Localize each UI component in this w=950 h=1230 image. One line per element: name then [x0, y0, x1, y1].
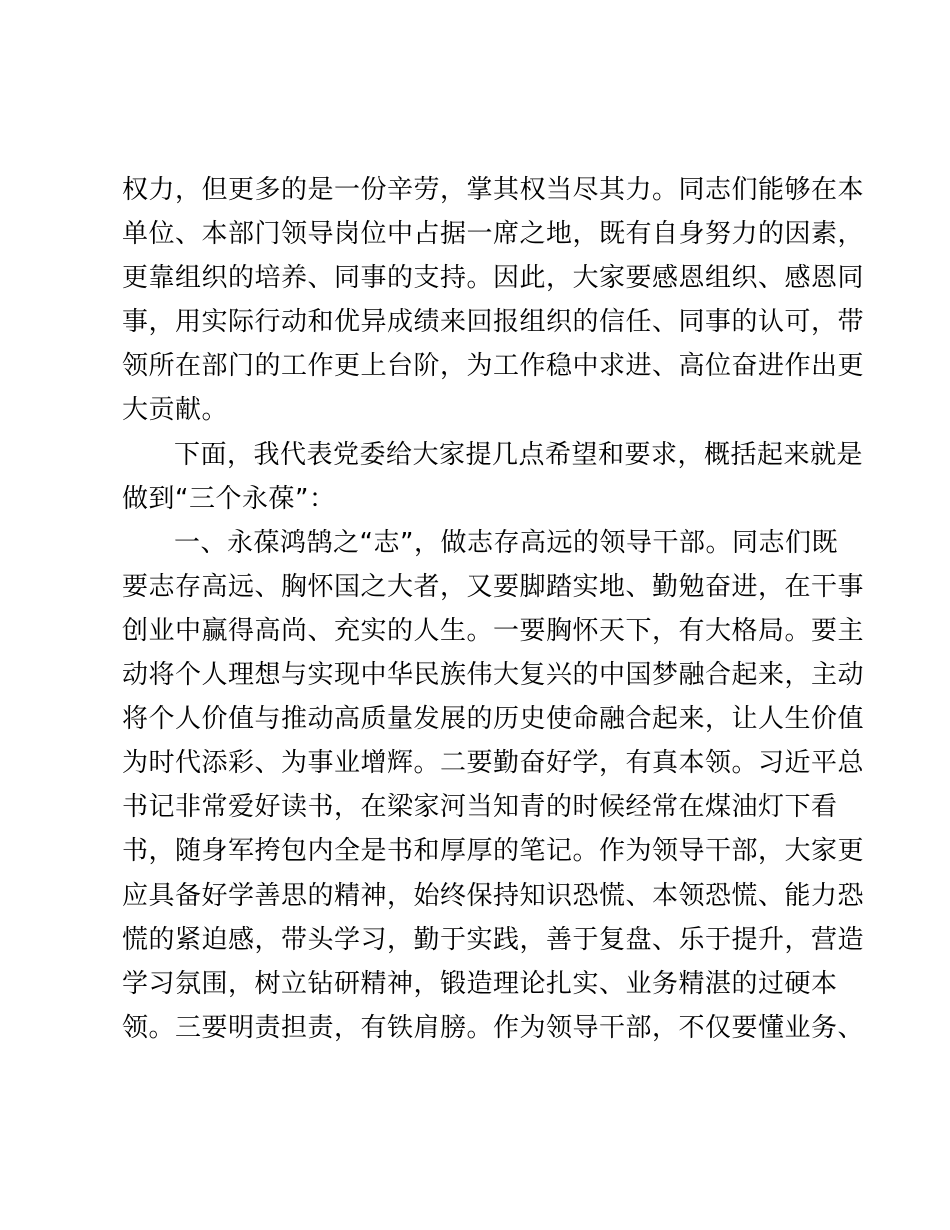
- text-line: 书记非常爱好读书，在梁家河当知青的时候经常在煤油灯下看: [122, 792, 838, 823]
- text-line: 做到“三个永葆”：: [122, 483, 336, 514]
- text-line: 领。三要明责担责，有铁肩膀。作为领导干部，不仅要懂业务、: [122, 1012, 865, 1043]
- text-line: 将个人价值与推动高质量发展的历史使命融合起来，让人生价值: [122, 704, 865, 735]
- text-line: 学习氛围，树立钻研精神，锻造理论扎实、业务精湛的过硬本: [122, 968, 838, 999]
- text-line: 单位、本部门领导岗位中占据一席之地，既有自身努力的因素，: [122, 219, 865, 250]
- text-line: 权力，但更多的是一份辛劳，掌其权当尽其力。同志们能够在本: [122, 175, 865, 205]
- paragraph-first-line: 下面，我代表党委给大家提几点希望和要求，概括起来就是: [174, 439, 864, 470]
- text-line: 大贡献。: [122, 395, 229, 426]
- text-line: 领所在部门的工作更上台阶，为工作稳中求进、高位奋进作出更: [122, 351, 865, 382]
- text-line: 要志存高远、胸怀国之大者，又要脚踏实地、勤勉奋进，在干事: [122, 571, 865, 602]
- text-line: 更靠组织的培养、同事的支持。因此，大家要感恩组织、感恩同: [122, 263, 865, 294]
- section-heading-line: 一、永葆鸿鹄之“志”，做志存高远的领导干部。同志们既: [174, 527, 838, 558]
- text-line: 动将个人理想与实现中华民族伟大复兴的中国梦融合起来，主动: [122, 660, 865, 691]
- text-line: 应具备好学善思的精神，始终保持知识恐慌、本领恐慌、能力恐: [122, 880, 865, 911]
- text-line: 书，随身军挎包内全是书和厚厚的笔记。作为领导干部，大家更: [122, 836, 865, 867]
- text-line: 创业中赢得高尚、充实的人生。一要胸怀天下，有大格局。要主: [122, 615, 865, 646]
- text-line: 事，用实际行动和优异成绩来回报组织的信任、同事的认可，带: [122, 307, 865, 338]
- body-text: [122, 168, 865, 1050]
- text-line: 慌的紧迫感，带头学习，勤于实践，善于复盘、乐于提升，营造: [122, 924, 865, 955]
- text-line: 为时代添彩、为事业增辉。二要勤奋好学，有真本领。习近平总: [122, 748, 865, 779]
